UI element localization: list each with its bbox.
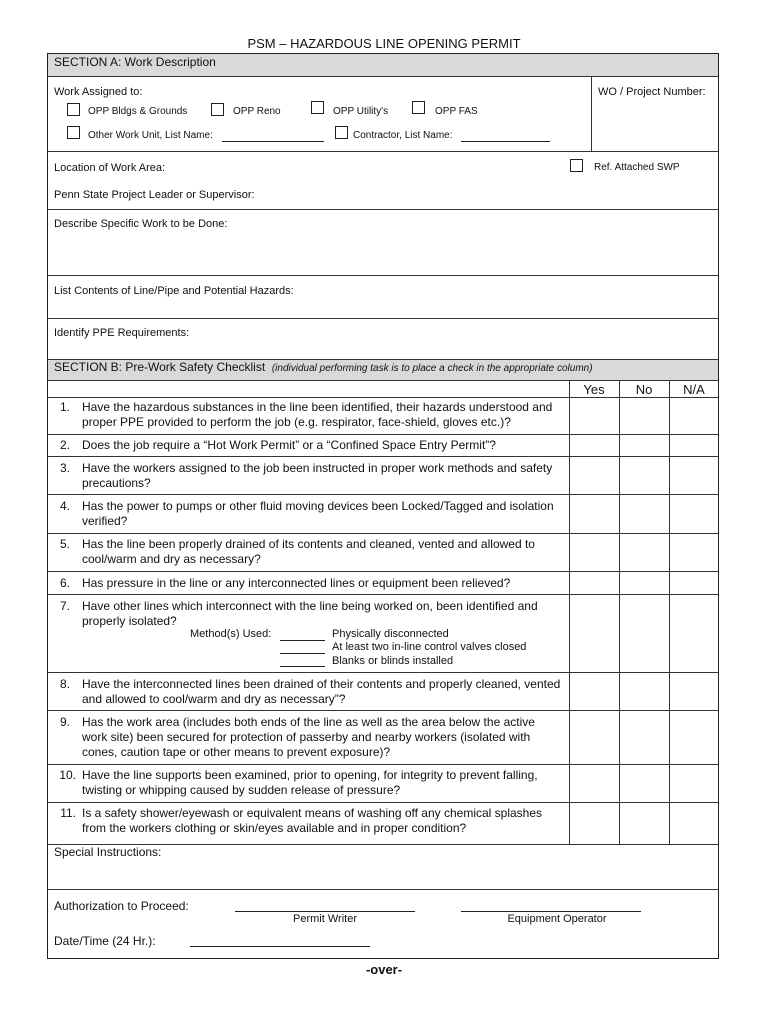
divider xyxy=(47,571,719,572)
method-line[interactable] xyxy=(280,666,325,667)
col-na: N/A xyxy=(683,382,705,397)
checkbox-opp-reno[interactable] xyxy=(211,103,224,116)
section-b-header xyxy=(54,360,593,374)
option-opp-reno: OPP Reno xyxy=(233,106,281,117)
question-number: 6. xyxy=(59,576,70,590)
divider xyxy=(47,710,719,711)
divider xyxy=(47,672,719,673)
question-number: 4. xyxy=(59,499,70,513)
question-number: 5. xyxy=(59,537,70,551)
other-work-unit-label: Other Work Unit, List Name: xyxy=(88,130,213,141)
question-text: Has the work area (includes both ends of the line as well as the area below the active work site) been secured for protection of passerby and nearby workers (isolated with cones, caution tape or other means to prevent exposure)? xyxy=(82,715,535,759)
col-line xyxy=(619,380,620,844)
col-yes: Yes xyxy=(583,382,605,397)
datetime-line[interactable] xyxy=(190,946,370,947)
wo-project-label: WO / Project Number: xyxy=(598,86,706,98)
col-no: No xyxy=(635,382,653,397)
question-number: 3. xyxy=(59,461,70,475)
divider xyxy=(47,889,719,890)
section-b-note: (individual performing task is to place a check in the appropriate column) xyxy=(271,363,593,374)
method-line[interactable] xyxy=(280,640,325,641)
checkbox-opp-fas[interactable] xyxy=(412,101,425,114)
method-option: Blanks or blinds installed xyxy=(332,655,454,667)
leader-label: Penn State Project Leader or Supervisor: xyxy=(54,189,255,201)
divider xyxy=(47,434,719,435)
question-number: 11. xyxy=(60,806,76,820)
section-b-title: SECTION B: Pre-Work Safety Checklist xyxy=(54,360,266,374)
col-line xyxy=(669,380,670,844)
method-line[interactable] xyxy=(280,653,325,654)
divider xyxy=(47,494,719,495)
checkbox-other-work-unit[interactable] xyxy=(67,126,80,139)
ppe-label: Identify PPE Requirements: xyxy=(54,327,190,339)
section-a-header: SECTION A: Work Description xyxy=(54,55,216,69)
question-text: Has the line been properly drained of its contents and cleaned, vented and allowed to cool/warm and dry as necessary? xyxy=(82,537,535,566)
question-text: Have the workers assigned to the job been instructed in proper work methods and safety precautions? xyxy=(82,461,553,490)
other-work-unit-line[interactable] xyxy=(222,141,324,142)
method-option: Physically disconnected xyxy=(332,628,449,640)
question-text: Have the line supports been examined, prior to opening, for integrity to prevent falling, twisting or whipping caused by sudden release of pressure? xyxy=(82,768,538,797)
methods-label: Method(s) Used: xyxy=(190,628,272,640)
work-assigned-label: Work Assigned to: xyxy=(54,86,143,98)
divider xyxy=(47,802,719,803)
checkbox-ref-swp[interactable] xyxy=(570,159,583,172)
location-label: Location of Work Area: xyxy=(54,162,166,174)
question-number: 2. xyxy=(59,438,70,452)
page-title: PSM – HAZARDOUS LINE OPENING PERMIT xyxy=(247,36,521,51)
equipment-operator-line[interactable] xyxy=(461,911,641,912)
method-option: At least two in-line control valves closed xyxy=(332,641,527,653)
question-text: Have the hazardous substances in the line been identified, their hazards understood and proper PPE provided to perform the job (e.g. respirator, face-shield, gloves etc.)? xyxy=(82,400,553,429)
permit-writer-label: Permit Writer xyxy=(293,913,357,925)
checkbox-opp-utility[interactable] xyxy=(311,101,324,114)
wo-divider xyxy=(591,77,592,151)
describe-label: Describe Specific Work to be Done: xyxy=(54,218,228,230)
contractor-label: Contractor, List Name: xyxy=(353,130,453,141)
col-line xyxy=(569,380,570,844)
divider xyxy=(47,764,719,765)
question-text: Have other lines which interconnect with the line being worked on, been identified and properly isolated? xyxy=(82,599,538,628)
question-text: Does the job require a “Hot Work Permit” or a “Confined Space Entry Permit”? xyxy=(82,438,496,452)
divider xyxy=(47,533,719,534)
option-opp-bldgs: OPP Bldgs & Grounds xyxy=(88,106,188,117)
question-number: 1. xyxy=(59,400,70,414)
option-opp-fas: OPP FAS xyxy=(435,106,478,117)
question-number: 7. xyxy=(59,599,70,613)
divider xyxy=(47,76,719,77)
question-number: 10. xyxy=(59,768,76,782)
checkbox-contractor[interactable] xyxy=(335,126,348,139)
contractor-line[interactable] xyxy=(461,141,550,142)
divider xyxy=(47,456,719,457)
question-number: 9. xyxy=(59,715,70,729)
divider xyxy=(47,209,719,210)
authorization-label: Authorization to Proceed: xyxy=(54,899,189,913)
checkbox-opp-bldgs[interactable] xyxy=(67,103,80,116)
over-note: -over- xyxy=(365,962,403,977)
datetime-label: Date/Time (24 Hr.): xyxy=(54,934,156,948)
special-instructions-label: Special Instructions: xyxy=(54,845,162,859)
divider xyxy=(47,275,719,276)
divider xyxy=(47,318,719,319)
question-text: Have the interconnected lines been drained of their contents and properly cleaned, vented and allowed to cool/warm and dry as necessary”? xyxy=(82,677,561,706)
divider xyxy=(47,594,719,595)
question-text: Has the power to pumps or other fluid moving devices been Locked/Tagged and isolation verified? xyxy=(82,499,554,528)
contents-label: List Contents of Line/Pipe and Potential Hazards: xyxy=(54,285,294,297)
question-number: 8. xyxy=(59,677,70,691)
question-text: Has pressure in the line or any interconnected lines or equipment been relieved? xyxy=(82,576,511,590)
permit-writer-line[interactable] xyxy=(235,911,415,912)
question-text: Is a safety shower/eyewash or equivalent means of washing off any chemical splashes from the workers clothing or skin/eyes available and in proper condition? xyxy=(82,806,543,835)
divider xyxy=(47,151,719,152)
option-opp-utility: OPP Utility's xyxy=(333,106,389,117)
equipment-operator-label: Equipment Operator xyxy=(507,913,607,925)
ref-swp-label: Ref. Attached SWP xyxy=(594,162,680,173)
